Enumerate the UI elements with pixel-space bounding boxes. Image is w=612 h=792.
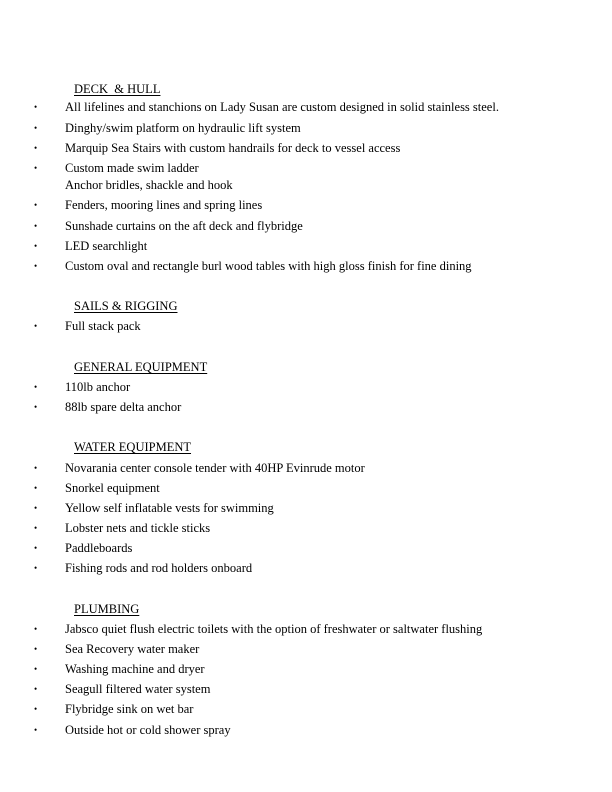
bullet-icon: •	[34, 463, 38, 473]
section-heading-water-equipment: WATER EQUIPMENT	[74, 440, 192, 454]
bullet-icon: •	[34, 523, 38, 533]
bullet-icon: •	[34, 483, 38, 493]
bullet-icon: •	[34, 163, 38, 173]
bullet-icon: •	[34, 563, 38, 573]
bullet-icon: •	[34, 664, 38, 674]
bullet-icon: •	[34, 704, 38, 714]
list-item-continuation: Anchor bridles, shackle and hook	[65, 178, 233, 192]
section-heading-deck-hull: DECK & HULL	[74, 82, 161, 96]
bullet-icon: •	[34, 624, 38, 634]
section-heading-sails-rigging: SAILS & RIGGING	[74, 299, 178, 313]
bullet-icon: •	[34, 102, 38, 112]
bullet-icon: •	[34, 503, 38, 513]
bullet-icon: •	[34, 321, 38, 331]
bullet-icon: •	[34, 221, 38, 231]
bullet-icon: •	[34, 143, 38, 153]
section-heading-plumbing: PLUMBING	[74, 602, 140, 616]
bullet-icon: •	[34, 644, 38, 654]
bullet-icon: •	[34, 684, 38, 694]
section-heading-general-equipment: GENERAL EQUIPMENT	[74, 360, 208, 374]
bullet-icon: •	[34, 123, 38, 133]
bullet-icon: •	[34, 200, 38, 210]
document-page: DECK & HULL • All lifelines and stanchions on Lady Susan are custom designed in solid stainless steel. • Dinghy/swim platform on hydraulic lift system • Marquip Sea Stairs with custom handrails for deck to vessel access • Custom made swim ladder Anchor bridles, shackle and hook • Fenders, mooring lines and spring lines • Sunshade curtains on the aft deck and flybridge • LED searchlight • Custom oval and rectangle burl wood tables with high gloss finish for fine dining SAILS & RIGGING • Full stack pack GENERAL EQUIPMENT • 110lb anchor • 88lb spare delta anchor WATER EQUIPMENT • Novarania center console tender with 40HP Evinrude motor • Snorkel equipment • Yellow self inflatable vests for swimming • Lobster nets and tickle sticks • Paddleboards • Fishing rods and rod holders onboard PLUMBING • Jabsco quiet flush electric toilets with the option of freshwater or saltwater flushing • Sea Recovery water maker • Washing machine and dryer • Seagull filtered water system • Flybridge sink on wet bar • Outside hot or cold shower spray	[34, 82, 499, 737]
bullet-icon: •	[34, 402, 38, 412]
bullet-icon: •	[34, 261, 38, 271]
bullet-icon: •	[34, 241, 38, 251]
bullet-icon: •	[34, 725, 38, 735]
bullet-icon: •	[34, 543, 38, 553]
bullet-icon: •	[34, 382, 38, 392]
